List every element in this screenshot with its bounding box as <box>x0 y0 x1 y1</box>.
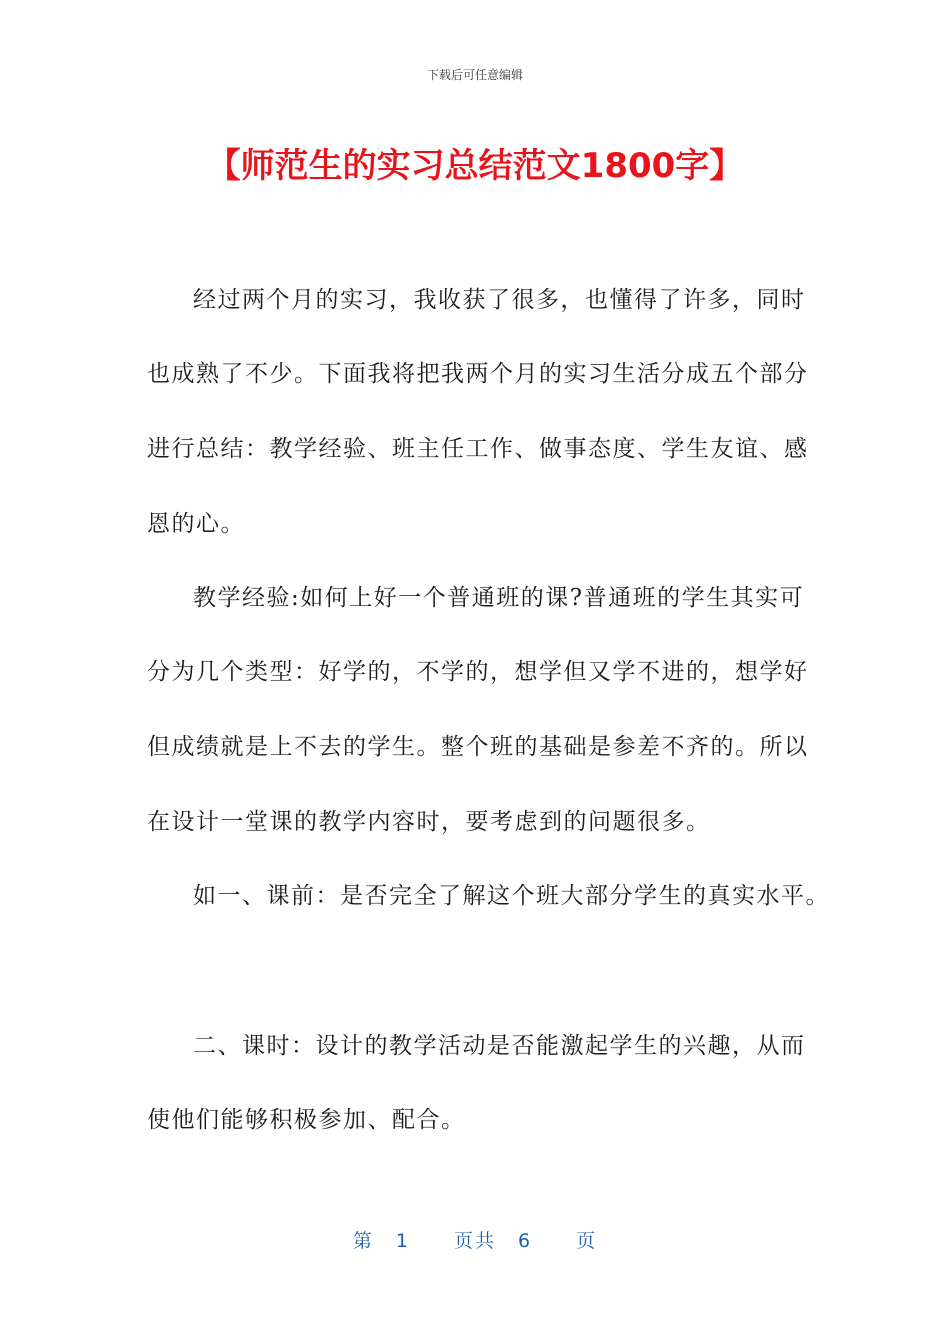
paragraph-line: 在设计一堂课的教学内容时，要考虑到的问题很多。 <box>147 809 711 835</box>
paragraph-line: 也成熟了不少。下面我将把我两个月的实习生活分成五个部分 <box>147 361 809 387</box>
paragraph-line: 使他们能够积极参加、配合。 <box>147 1107 466 1133</box>
paragraph-line: 分为几个类型：好学的，不学的，想学但又学不进的，想学好 <box>147 659 809 685</box>
page-footer <box>0 1226 950 1253</box>
total-pages-number: 6 <box>518 1230 533 1252</box>
current-page-number: 1 <box>395 1230 410 1252</box>
paragraph-line: 二、课时：设计的教学活动是否能激起学生的兴趣，从而 <box>193 1033 806 1059</box>
paragraph-line: 如一、课前：是否完全了解这个班大部分学生的真实水平。 <box>193 883 830 909</box>
paragraph-line: 进行总结：教学经验、班主任工作、做事态度、学生友谊、感 <box>147 436 809 462</box>
paragraph-line: 教学经验:如何上好一个普通班的课?普通班的学生其实可 <box>193 585 805 611</box>
header-note: 下载后可任意编辑 <box>426 68 523 82</box>
paragraph-line: 但成绩就是上不去的学生。整个班的基础是参差不齐的。所以 <box>147 734 809 760</box>
paragraph-line: 经过两个月的实习，我收获了很多，也懂得了许多，同时 <box>193 287 806 313</box>
paragraph-line: 恩的心。 <box>147 511 245 537</box>
page-title: 【师范生的实习总结范文1800字】 <box>206 146 744 186</box>
footer-prefix: 第 <box>352 1230 374 1252</box>
footer-mid: 页共 <box>453 1230 496 1252</box>
footer-suffix: 页 <box>576 1230 598 1252</box>
